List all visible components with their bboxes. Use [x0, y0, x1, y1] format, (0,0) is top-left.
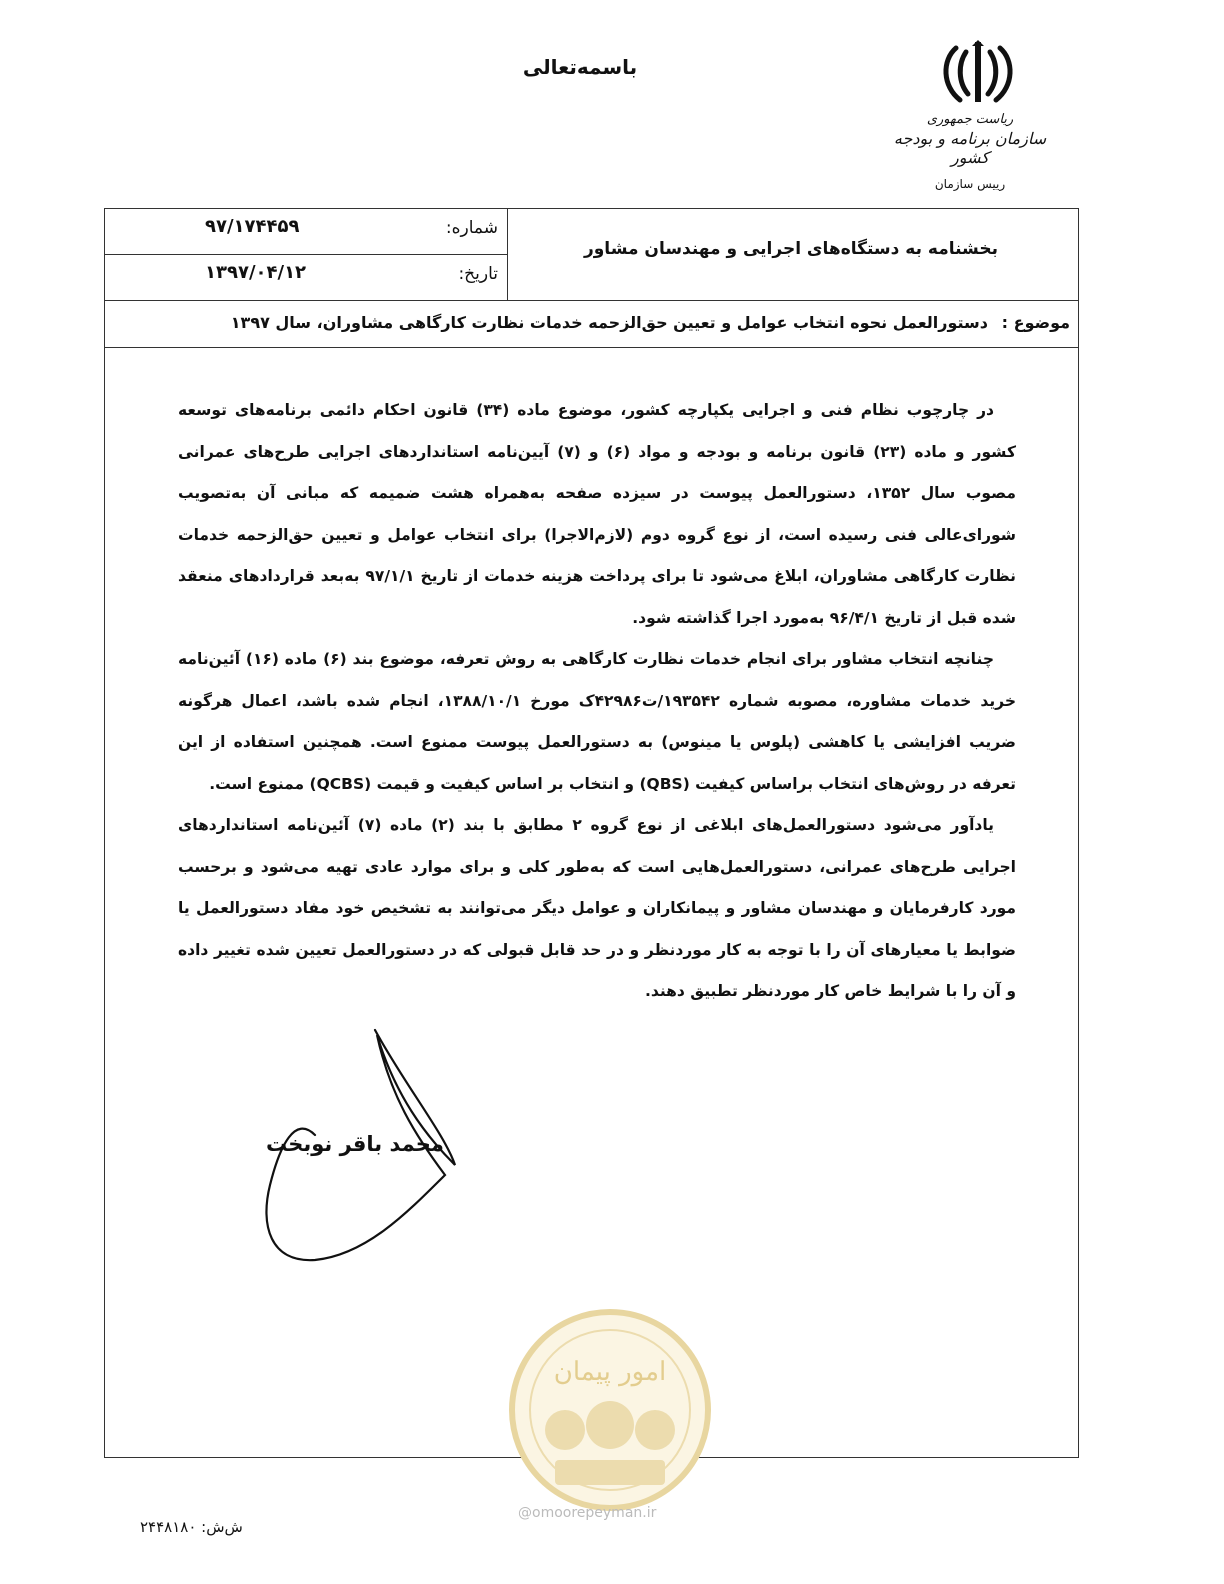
- circular-title-box: [508, 209, 1078, 300]
- website-watermark: @omoorepeyman.ir: [518, 1505, 657, 1521]
- number-row: [105, 209, 508, 255]
- paragraph-2: چنانچه انتخاب مشاور برای انجام خدمات نظارت کارگاهی به روش تعرفه، موضوع بند (۶) ماده (۱۶) آئین‌نامه خرید خدمات مشاوره، مصوبه شماره ۱۹۳۵۴۲/ت۴۲۹۸۶ک مورخ ۱۳۸۸/۱۰/۱، انجام شده باشد، اعمال هرگونه ضریب افزایشی یا کاهشی (پلوس یا مینوس) به دستورالعمل پیوست ممنوع است. همچنین استفاده از این تعرفه در روش‌های انتخاب براساس کیفیت (QBS) و انتخاب بر اساس کیفیت و قیمت (QCBS) ممنوع است.: [178, 650, 1016, 793]
- subject-text: دستورالعمل نحوه انتخاب عوامل و تعیین حق‌الزحمه خدمات نظارت کارگاهی مشاوران، سال ۱۳۹۷: [230, 313, 988, 332]
- subject-row: [105, 300, 1078, 348]
- bismillah-heading: باسمه‌تعالی: [522, 55, 638, 79]
- org-head-title: رییس سازمان: [934, 177, 1006, 191]
- iran-emblem-icon: [938, 38, 1018, 108]
- org-presidency: ریاست جمهوری: [926, 112, 1014, 127]
- date-label: تاریخ:: [458, 264, 498, 284]
- number-label: شماره:: [445, 218, 498, 238]
- organization-block: [890, 112, 1050, 191]
- org-name: سازمان برنامه و بودجه کشور: [893, 129, 1047, 167]
- paragraph-3: یادآور می‌شود دستورالعمل‌های ابلاغی از نوع گروه ۲ مطابق با بند (۲) ماده (۷) آئین‌نامه استانداردهای اجرایی طرح‌های عمرانی، دستورالعمل‌هایی است که به‌طور کلی و برای موارد عادی تهیه می‌شود و برحسب مورد کارفرمایان و مهندسان مشاور و پیمانکاران و عوامل دیگر می‌توانند به تشخیص خود مفاد دستورالعمل یا ضوابط یا معیارهای آن را با توجه به کار موردنظر و در حد قابل قبولی که در دستورالعمل تعیین شده تغییر داده و آن را با شرایط خاص کار موردنظر تطبیق دهند.: [178, 816, 1016, 1000]
- signatory-name: محمد باقر نوبخت: [266, 1132, 444, 1156]
- subject-label: موضوع :: [1001, 313, 1070, 332]
- letter-body: [178, 390, 1016, 1013]
- seal-text: امور پیمان: [553, 1357, 667, 1387]
- organization-seal: [505, 1305, 715, 1515]
- circular-title: بخشنامه به دستگاه‌های اجرایی و مهندسان مشاور: [583, 239, 998, 259]
- date-row: [105, 255, 508, 300]
- paragraph-1: در چارچوب نظام فنی و اجرایی یکپارچه کشور، موضوع ماده (۳۴) قانون احکام دائمی برنامه‌های توسعه کشور و ماده (۲۳) قانون برنامه و بودجه و مواد (۶) و (۷) آیین‌نامه استانداردهای اجرایی طرح‌های عمرانی مصوب سال ۱۳۵۲، دستورالعمل پیوست در سیزده صفحه به‌همراه هشت ضمیمه که مبانی آن به‌تصویب شورای‌عالی فنی رسیده است، از نوع گروه دوم (لازم‌الاجرا) برای انتخاب عوامل و تعیین حق‌الزحمه خدمات نظارت کارگاهی مشاوران، ابلاغ می‌شود تا برای پرداخت هزینه خدمات از تاریخ ۹۷/۱/۱ به‌بعد قراردادهای منعقد شده قبل از تاریخ ۹۶/۴/۱ به‌مورد اجرا گذاشته شود.: [178, 401, 1017, 627]
- footer-code: ش‌ش: ۲۴۴۸۱۸۰: [140, 1518, 243, 1536]
- date-value: ۱۳۹۷/۰۴/۱۲: [205, 262, 307, 283]
- letter-meta-box: [105, 209, 508, 300]
- number-value: ۹۷/۱۷۴۴۵۹: [205, 216, 300, 237]
